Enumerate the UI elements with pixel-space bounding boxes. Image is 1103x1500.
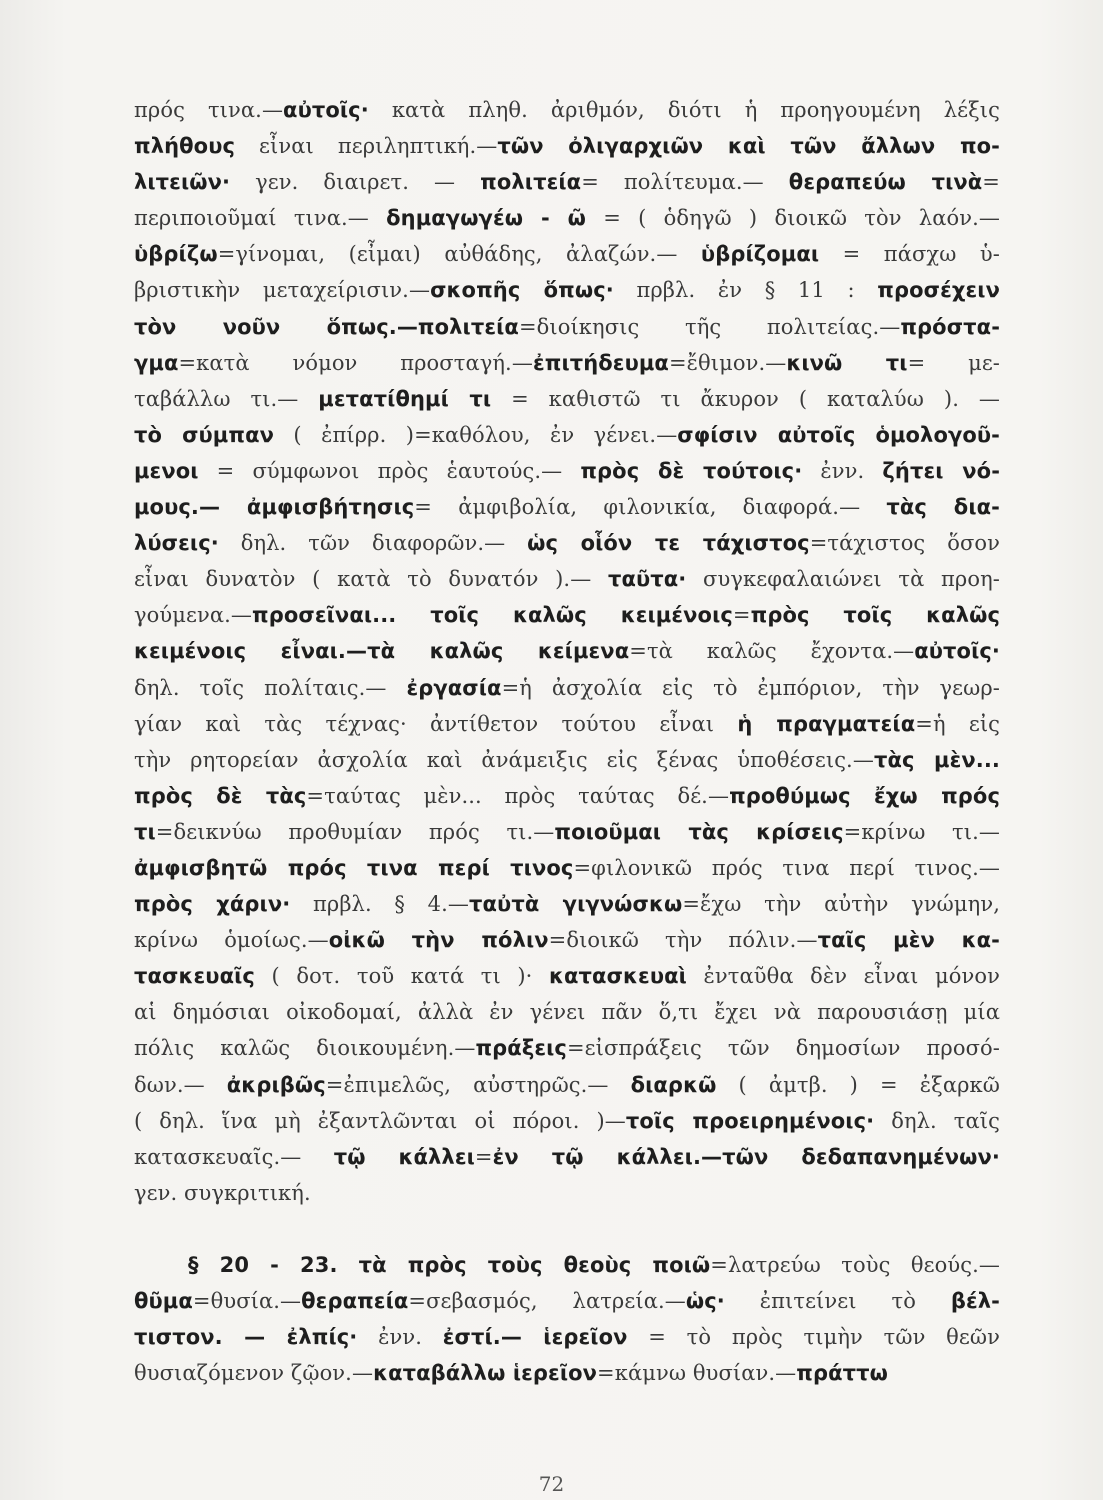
gloss-text: δων.— xyxy=(134,1072,227,1097)
text-line xyxy=(134,489,1000,525)
text-line xyxy=(134,525,1000,561)
gloss-text: περιποιοῦμαί τινα.— xyxy=(134,206,387,231)
gloss-text: = πάσχω ὑ- xyxy=(819,242,1000,267)
bold-lemma: σφίσιν αὐτοῖς ὁμολογοῦ- xyxy=(677,422,1001,447)
gloss-text: =λατρεύω τοὺς θεούς.— xyxy=(710,1252,1000,1277)
text-line xyxy=(134,922,1000,958)
gloss-text: εἶναι περιληπτική.— xyxy=(235,134,498,159)
gloss-text: γίαν καὶ τὰς τέχνας· ἀντίθετον τούτου εἶναι xyxy=(134,711,738,736)
gloss-text: =ἡ ἀσχολία εἰς τὸ ἐμπόριον, τὴν γεωρ- xyxy=(501,675,1000,700)
text-line xyxy=(134,886,1000,922)
bold-lemma: κινῶ τι xyxy=(786,350,908,375)
gloss-text: =κατὰ νόμον προσταγή.— xyxy=(178,350,533,375)
bold-lemma: μους.— ἀμφισβήτησις xyxy=(134,495,415,520)
bold-lemma: ὡς οἷόν τε τάχιστος xyxy=(527,531,810,556)
bold-lemma: πλήθους xyxy=(134,134,236,159)
bold-lemma: βέλ- xyxy=(950,1289,1000,1313)
gloss-text: = πολίτευμα.— xyxy=(581,170,789,195)
gloss-text: =τὰ καλῶς ἔχοντα.— xyxy=(629,639,915,664)
gloss-text: ( δηλ. ἵνα μὴ ἐξαντλῶνται οἱ πόροι. )— xyxy=(134,1108,626,1133)
text-line xyxy=(134,1067,1000,1103)
bold-lemma: μετατίθημί τι xyxy=(318,386,492,411)
bold-lemma: προσέχειν xyxy=(877,278,1000,303)
gloss-text: βριστικὴν μεταχείρισιν.— xyxy=(134,278,431,303)
bold-lemma: ἡ πραγματεία xyxy=(737,711,916,736)
bold-lemma: θεραπεία xyxy=(301,1289,409,1313)
bold-lemma: θεραπεύω τινὰ xyxy=(788,170,983,195)
text-line xyxy=(134,128,1000,164)
gloss-text: = ( ὁδηγῶ ) διοικῶ τὸν λαόν.— xyxy=(586,206,1000,231)
gloss-text: =διοικῶ τὴν πόλιν.— xyxy=(548,928,818,953)
text-line xyxy=(134,561,1000,597)
bold-lemma: ἐν τῷ κάλλει.—τῶν δεδαπανημένων· xyxy=(492,1144,1000,1169)
text-line xyxy=(134,309,1000,345)
gloss-text: =ταύτας μὲν... πρὸς ταύτας δέ.— xyxy=(306,783,730,808)
gloss-text: ταβάλλω τι.— xyxy=(134,386,319,411)
gloss-text: πρβλ. § 4.— xyxy=(290,892,470,917)
gloss-text: πόλις καλῶς διοικουμένη.— xyxy=(134,1036,476,1061)
bold-lemma: τοῖς προειρημένοις· xyxy=(625,1108,875,1133)
text-line xyxy=(134,381,1000,417)
bold-lemma: ἀκριβῶς xyxy=(226,1072,326,1097)
bold-lemma: ταὐτὰ γιγνώσκω xyxy=(469,892,683,917)
gloss-text: γούμενα.— xyxy=(134,603,253,628)
text-line xyxy=(134,1247,1000,1283)
bold-lemma: ἐστί.— ἱερεῖον xyxy=(442,1325,628,1350)
commentary-text xyxy=(134,92,1000,1391)
gloss-text: = καθιστῶ τι ἄκυρον ( καταλύω ). — xyxy=(491,386,1000,411)
text-line xyxy=(134,1139,1000,1175)
gloss-text: =διοίκησις τῆς πολιτείας.— xyxy=(518,314,901,339)
text-line xyxy=(134,850,1000,886)
gloss-text: =γίνομαι, (εἶμαι) αὐθάδης, ἀλαζών.— xyxy=(217,242,701,267)
bold-lemma: ζήτει νό- xyxy=(882,458,1001,483)
gloss-text: = με- xyxy=(907,350,1000,375)
gloss-text: γεν. συγκριτική. xyxy=(134,1180,311,1205)
bold-lemma: οἰκῶ τὴν πόλιν xyxy=(328,928,549,953)
gloss-text: =σεβασμός, λατρεία.— xyxy=(408,1289,686,1313)
gloss-text: =εἰσπράξεις τῶν δημοσίων προσό- xyxy=(566,1036,1000,1061)
bold-lemma: πρὸς δὲ τὰς xyxy=(134,783,307,808)
text-line xyxy=(134,958,1000,994)
text-line xyxy=(134,633,1000,669)
gloss-text: = σύμφωνοι πρὸς ἑαυτούς.— xyxy=(198,458,581,483)
gloss-text: ἐπιτείνει τὸ xyxy=(724,1289,951,1313)
text-line xyxy=(134,1355,1000,1391)
text-line xyxy=(134,92,1000,128)
text-line xyxy=(134,706,1000,742)
gloss-text: πρβλ. ἐν § 11 : xyxy=(613,278,878,303)
gloss-text: = xyxy=(982,170,1000,195)
text-line xyxy=(134,236,1000,272)
gloss-text: γεν. διαιρετ. — xyxy=(230,170,481,195)
gloss-text: =κάμνω θυσίαν.— xyxy=(597,1361,797,1386)
bold-lemma: ποιοῦμαι τὰς κρίσεις xyxy=(554,819,844,844)
text-line xyxy=(134,200,1000,236)
gloss-text: =θυσία.— xyxy=(192,1289,302,1313)
gloss-text: =ἡ εἰς xyxy=(915,711,1001,736)
bold-lemma: ταῖς μὲν κα- xyxy=(817,928,1001,953)
gloss-text: ἐνν. xyxy=(357,1325,443,1350)
text-line xyxy=(134,742,1000,778)
gloss-text: δηλ. ταῖς xyxy=(874,1108,1000,1133)
bold-lemma: πράξεις xyxy=(475,1036,567,1061)
bold-lemma: τὸ σύμπαν xyxy=(134,422,275,447)
gloss-text: αἱ δημόσιαι οἰκοδομαί, ἀλλὰ ἐν γένει πᾶν ὅ,τι ἔχει νὰ παρουσιάσῃ μία xyxy=(134,1000,1000,1025)
bold-lemma: σκοπῆς ὅπως· xyxy=(430,278,614,303)
gloss-text: = ἀμφιβολία, φιλονικία, διαφορά.— xyxy=(414,495,887,520)
bold-lemma: διαρκῶ xyxy=(630,1072,717,1097)
bold-lemma: καταβάλλω ἱερεῖον xyxy=(373,1361,598,1386)
text-line xyxy=(134,1175,1000,1211)
text-line xyxy=(134,1319,1000,1355)
gloss-text: τὴν ρητορείαν ἀσχολία καὶ ἀνάμειξις εἰς ξένας ὑποθέσεις.— xyxy=(134,747,874,772)
bold-lemma: πρὸς χάριν· xyxy=(134,892,291,917)
bold-lemma: προσεῖναι... τοῖς καλῶς κειμένοις xyxy=(252,603,733,628)
gloss-text: ἐνταῦθα δὲν εἶναι μόνον xyxy=(686,964,1000,989)
bold-lemma: ἐργασία xyxy=(406,675,502,700)
text-line xyxy=(134,778,1000,814)
gloss-text: =δεικνύω προθυμίαν πρός τι.— xyxy=(155,819,555,844)
text-line xyxy=(134,1103,1000,1139)
bold-lemma: ὑβρίζω xyxy=(134,242,218,267)
bold-lemma: τι xyxy=(134,819,156,844)
bold-lemma: κατασκευαὶ xyxy=(549,964,687,989)
gloss-text: = xyxy=(732,603,751,628)
gloss-text: = xyxy=(474,1144,493,1169)
bold-lemma: μενοι xyxy=(134,458,199,483)
page-number: 72 xyxy=(538,1472,565,1496)
gloss-text: ( δοτ. τοῦ κατά τι )· xyxy=(254,964,549,989)
text-line xyxy=(134,670,1000,706)
bold-lemma: τὰς δια- xyxy=(886,495,1000,520)
bold-lemma: λύσεις· xyxy=(134,531,219,556)
gloss-text: δηλ. τοῖς πολίταις.— xyxy=(134,675,407,700)
gloss-text: =ἔθιμον.— xyxy=(668,350,787,375)
gloss-text: ( ἐπίρρ. )=καθόλου, ἐν γένει.— xyxy=(274,422,678,447)
bold-lemma: αὐτοῖς· xyxy=(283,98,369,122)
bold-lemma: γμα xyxy=(134,350,179,375)
paragraph-gap xyxy=(134,1211,1000,1247)
bold-lemma: τιστον. — ἐλπίς· xyxy=(134,1325,358,1350)
text-line xyxy=(134,1030,1000,1066)
bold-lemma: πρὸς τοῖς καλῶς xyxy=(750,603,1000,628)
gloss-text: κρίνω ὁμοίως.— xyxy=(134,928,329,953)
text-line xyxy=(134,1283,1000,1319)
gloss-text: =φιλονικῶ πρός τινα περί τινος.— xyxy=(573,855,1000,880)
text-line xyxy=(134,597,1000,633)
bold-lemma: πρόστα- xyxy=(900,314,1001,339)
bold-lemma: πολιτεία xyxy=(480,170,582,195)
gloss-text: θυσιαζόμενον ζῷον.— xyxy=(134,1361,374,1386)
bold-lemma: δημαγωγέω - ῶ xyxy=(386,206,586,231)
gloss-text: δηλ. τῶν διαφορῶν.— xyxy=(218,531,528,556)
bold-lemma: θῦμα xyxy=(134,1289,193,1313)
text-line xyxy=(134,994,1000,1030)
bold-lemma: πράττω xyxy=(796,1361,888,1386)
gloss-text: κατὰ πληθ. ἀριθμόν, διότι ἡ προηγουμένη λέξις xyxy=(368,98,1000,122)
gloss-text: ( ἀμτβ. ) = ἐξαρκῶ xyxy=(716,1072,1000,1097)
bold-lemma: τὸν νοῦν ὅπως.—πολιτεία xyxy=(134,314,519,339)
text-line xyxy=(134,345,1000,381)
bold-lemma: λιτειῶν· xyxy=(134,170,231,195)
bold-lemma: ἐπιτήδευμα xyxy=(532,350,669,375)
text-line xyxy=(134,272,1000,308)
text-line xyxy=(134,814,1000,850)
text-line xyxy=(134,453,1000,489)
gloss-text: συγκεφαλαιώνει τὰ προη- xyxy=(686,567,1000,592)
gloss-text: =τάχιστος ὅσον xyxy=(809,531,1000,556)
bold-lemma: ἀμφισβητῶ πρός τινα περί τινος xyxy=(134,855,574,880)
gloss-text: εἶναι δυνατὸν ( κατὰ τὸ δυνατόν ).— xyxy=(134,567,608,592)
bold-lemma: τῶν ὀλιγαρχιῶν καὶ τῶν ἄλλων πο- xyxy=(497,134,1000,159)
bold-lemma: αὐτοῖς· xyxy=(914,639,1000,664)
gloss-text: =ἐπιμελῶς, αὐστηρῶς.— xyxy=(325,1072,631,1097)
gloss-text: =ἔχω τὴν αὐτὴν γνώμην, xyxy=(682,892,1000,917)
gloss-text: κατασκευαῖς.— xyxy=(134,1144,334,1169)
bold-lemma: τῷ κάλλει xyxy=(333,1144,475,1169)
bold-lemma: κειμένοις εἶναι.—τὰ καλῶς κείμενα xyxy=(134,639,630,664)
bold-lemma: ὡς· xyxy=(685,1289,725,1313)
bold-lemma: ταῦτα· xyxy=(607,567,687,592)
gloss-text: = τὸ πρὸς τιμὴν τῶν θεῶν xyxy=(627,1325,1000,1350)
bold-lemma: τασκευαῖς xyxy=(134,964,255,989)
bold-lemma: προθύμως ἔχω πρός xyxy=(729,783,1000,808)
text-line xyxy=(134,164,1000,200)
gloss-text: =κρίνω τι.— xyxy=(843,819,1000,844)
gloss-text: ἐνν. xyxy=(802,458,883,483)
gloss-text: πρός τινα.— xyxy=(134,98,284,122)
bold-lemma: πρὸς δὲ τούτοις· xyxy=(580,458,803,483)
bold-lemma: ὑβρίζομαι xyxy=(700,242,820,267)
bold-lemma: § 20 - 23. τὰ πρὸς τοὺς θεοὺς ποιῶ xyxy=(188,1252,711,1277)
bold-lemma: τὰς μὲν... xyxy=(873,747,1001,772)
text-line xyxy=(134,417,1000,453)
